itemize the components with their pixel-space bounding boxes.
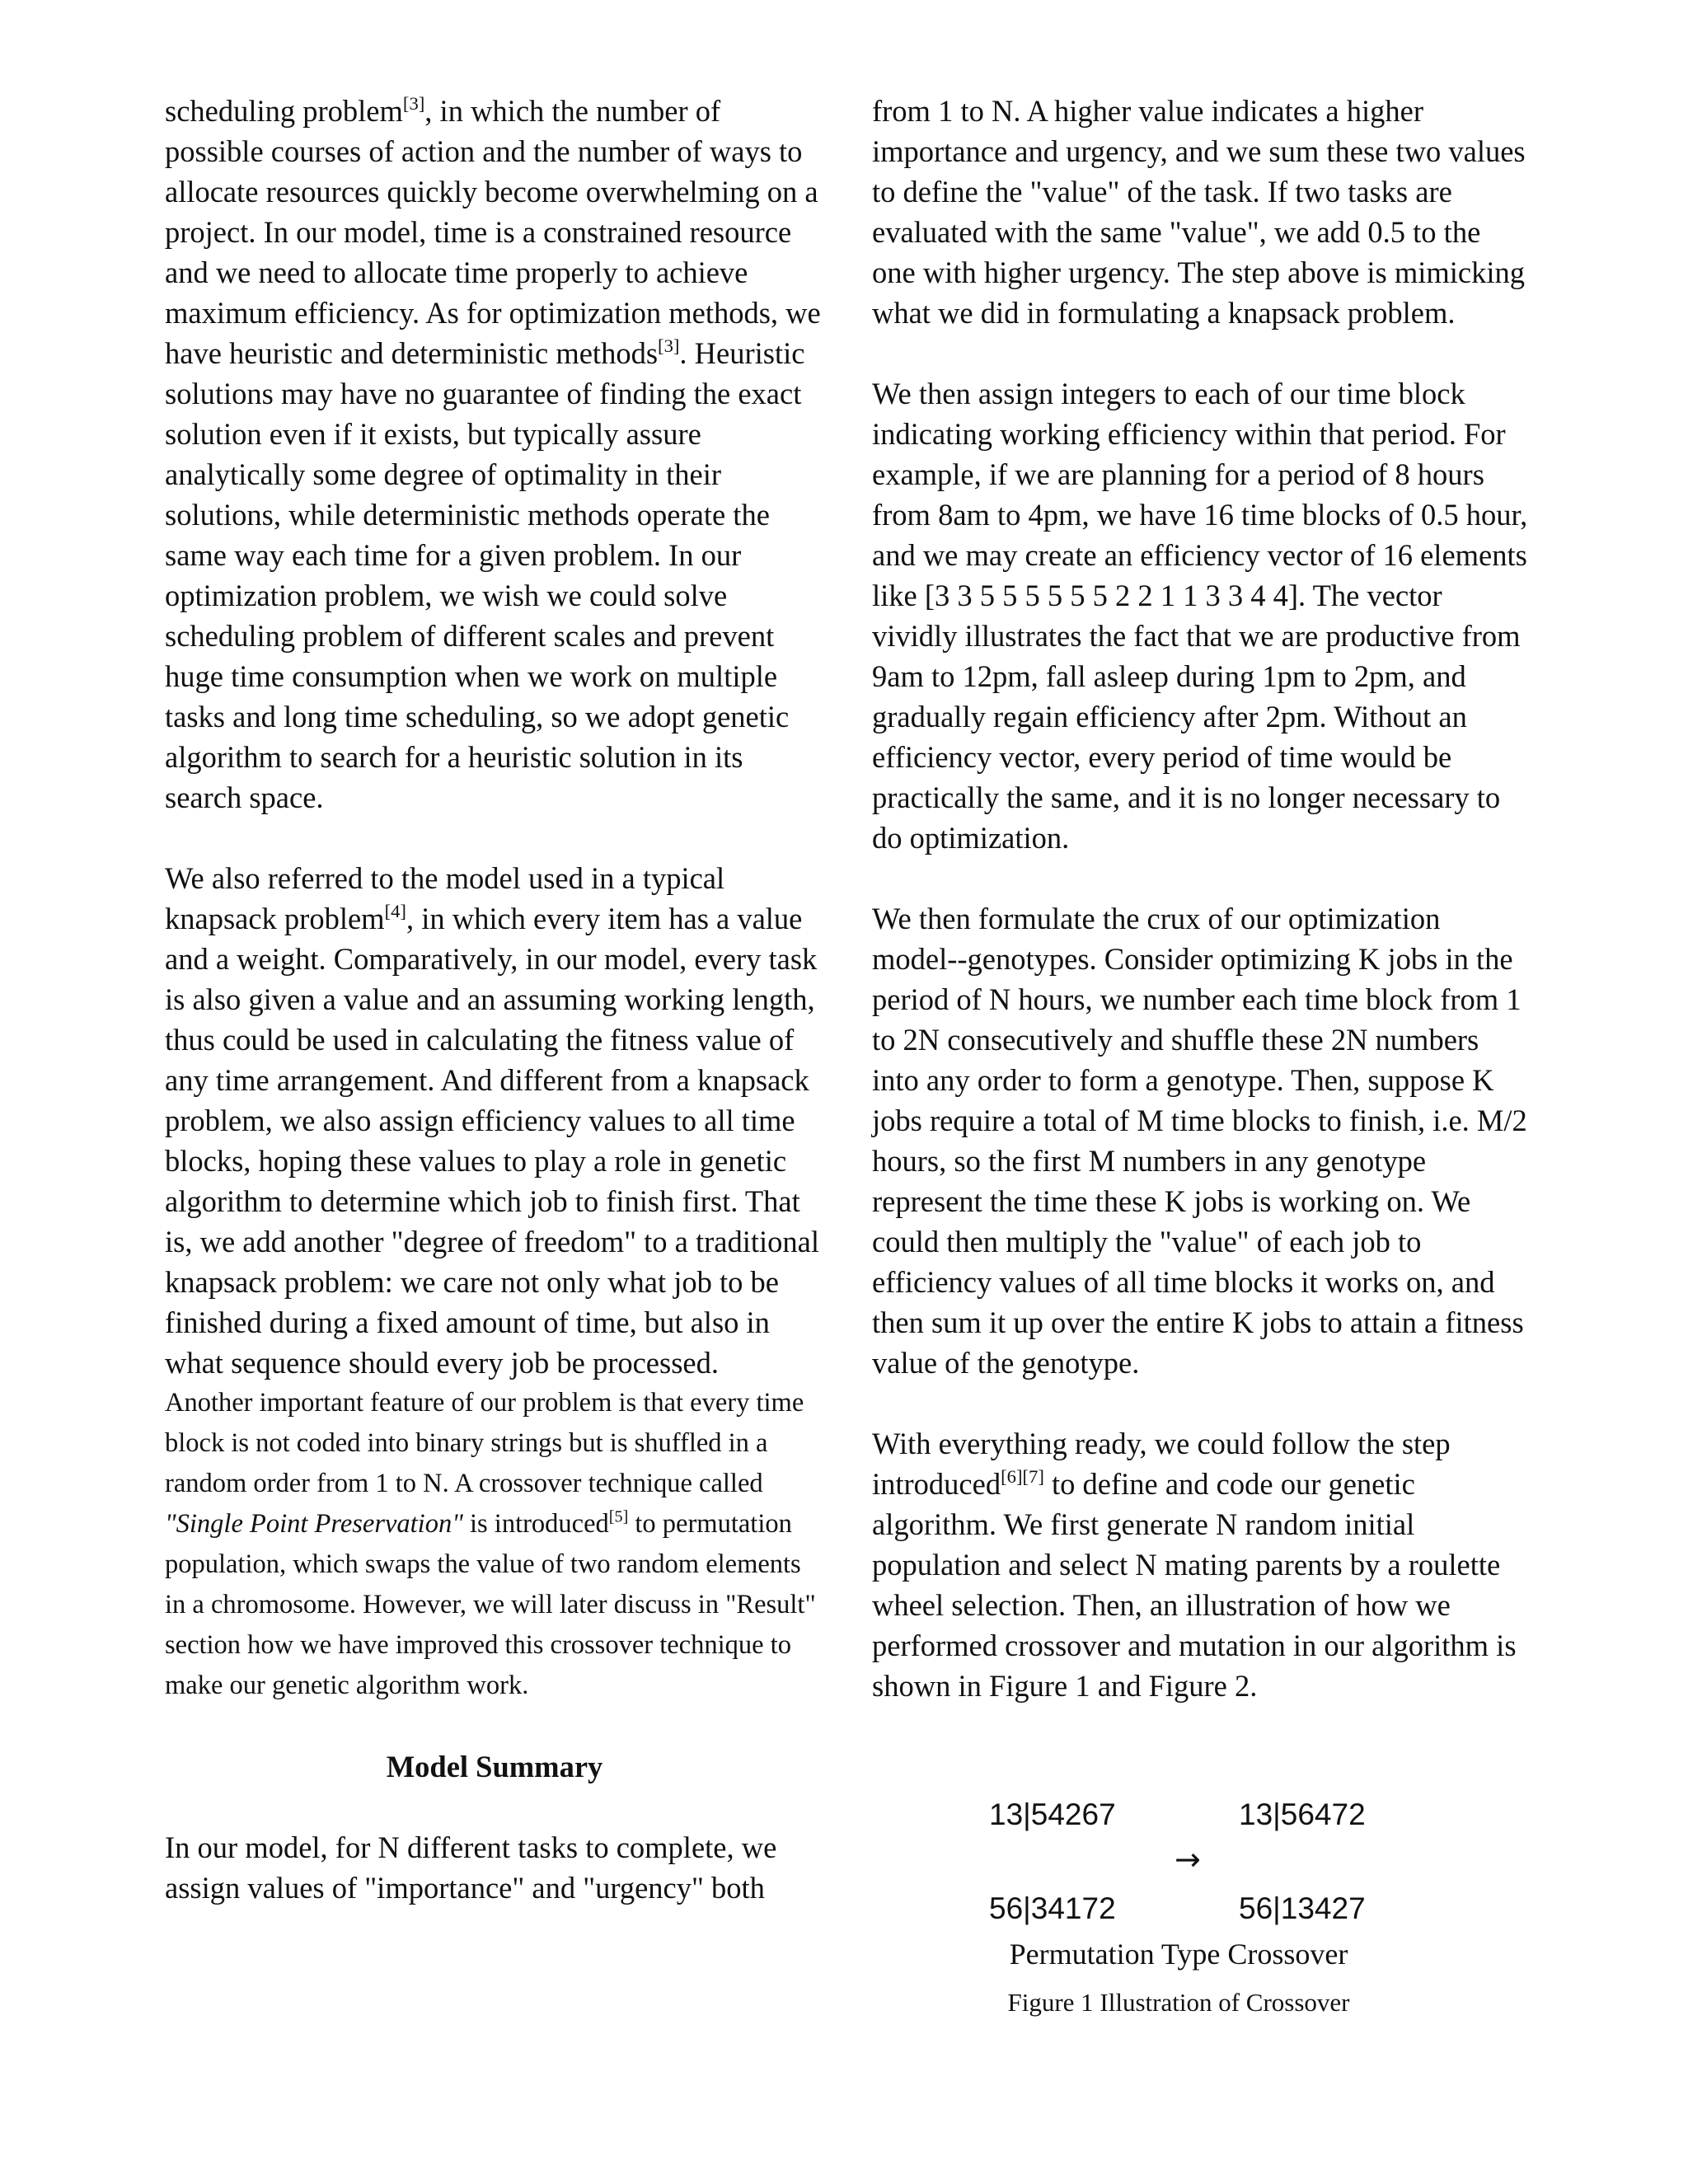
citation-ref[interactable]: [3] <box>402 92 425 114</box>
figure-crossover <box>923 1797 1484 2044</box>
paragraph-permutation <box>165 1383 824 1706</box>
right-column <box>872 91 1531 1706</box>
left-column <box>165 91 824 1908</box>
citation-ref[interactable]: [5] <box>608 1507 629 1526</box>
paragraph-task-value: from 1 to N. A higher value indicates a higher importance and urgency, and we sum these two values to define the "value" of the task. If two tasks are evaluated with the same "value", we add 0.5 to the one with higher urgency. The step above is mimicking what we did in formulating a knapsack problem. <box>872 94 1526 330</box>
figure-caption: Figure 1 Illustration of Crossover <box>1007 1988 1350 2017</box>
right-arrow-icon: → <box>1175 1841 1201 1877</box>
child-genotype-2: 56|13427 <box>1239 1891 1366 1925</box>
text-span: to permutation population, which swaps the value of two random elements in a chromosome. However, we will later discuss in "Result" section how we have improved this crossover technique to make our genetic algorithm work. <box>165 1509 816 1700</box>
citation-ref[interactable]: [3] <box>658 335 680 356</box>
text-span: . Heuristic solutions may have no guarantee of finding the exact solution even if it exists, but typically assure analytically some degree of optimality in their solutions, while deterministic methods operate the same way each time for a given problem. In our optimization problem, we wish we could solve scheduling problem of different scales and prevent huge time consumption when we work on multiple tasks and long time scheduling, so we adopt genetic algorithm to search for a heuristic solution in its search space. <box>165 336 805 814</box>
text-span: With everything ready, we could follow the step introduced <box>872 1427 1451 1501</box>
paragraph-model-summary: In our model, for N different tasks to complete, we assign values of "importance" and "urgency" both <box>165 1830 777 1905</box>
citation-ref[interactable]: [6] <box>1001 1465 1023 1487</box>
parent-genotype-1: 13|54267 <box>989 1797 1116 1831</box>
paragraph-efficiency-vector: We then assign integers to each of our time block indicating working efficiency within that period. For example, if we are planning for a period of 8 hours from 8am to 4pm, we have 16 time blocks of 0.5 hour, and we may create an efficiency vector of 16 elements like [3 3 5 5 5 5 5 5 2 2 1 1 3 3 4 4]. The vector vividly illustrates the fact that we are productive from 9am to 12pm, fall asleep during 1pm to 2pm, and gradually regain efficiency after 2pm. Without an efficiency vector, every period of time would be practically the same, and it is no longer necessary to do optimization. <box>872 377 1528 855</box>
section-heading: Model Summary <box>386 1750 603 1783</box>
text-span: We also referred to the model used in a typical knapsack problem <box>165 861 725 935</box>
parent-genotype-2: 56|34172 <box>989 1891 1116 1925</box>
paragraph-scheduling <box>165 91 824 818</box>
child-genotype-1: 13|56472 <box>1239 1797 1366 1831</box>
text-span: , in which the number of possible courses of action and the number of ways to allocate resources quickly become overwhelming on a project. In our model, time is a constrained resource and we need to allocate time properly to achieve maximum efficiency. As for optimization methods, we have heuristic and deterministic methods <box>165 94 821 370</box>
paragraph-genotypes: We then formulate the crux of our optimization model--genotypes. Consider optimizing K jobs in the period of N hours, we number each time block from 1 to 2N consecutively and shuffle these 2N numbers into any order to form a genotype. Then, suppose K jobs require a total of M time blocks to finish, i.e. M/2 hours, so the first M numbers in any genotype represent the time these K jobs is working on. We could then multiply the "value" of each job to efficiency values of all time blocks it works on, and then sum it up over the entire K jobs to attain a fitness value of the genotype. <box>872 902 1527 1380</box>
paragraph-knapsack <box>165 858 824 1383</box>
figure-subtitle: Permutation Type Crossover <box>1009 1938 1348 1971</box>
citation-ref[interactable]: [7] <box>1022 1465 1044 1487</box>
text-span: to define and code our genetic algorithm. We first generate N random initial population and select N mating parents by a roulette wheel selection. Then, an illustration of how we performed crossover and mutation in our algorithm is shown in Figure 1 and Figure 2. <box>872 1467 1517 1703</box>
technique-name: "Single Point Preservation" <box>165 1509 463 1539</box>
citation-ref[interactable]: [4] <box>384 900 406 921</box>
text-span: scheduling problem <box>165 94 403 128</box>
text-span: is introduced <box>462 1509 609 1539</box>
paragraph-algorithm-steps <box>872 1423 1531 1706</box>
text-span: Another important feature of our problem is that every time block is not coded into binary strings but is shuffled in a random order from 1 to N. A crossover technique called <box>165 1388 804 1498</box>
text-span: , in which every item has a value and a weight. Comparatively, in our model, every task is also given a value and an assuming working length, thus could be used in calculating the fitness value of any time arrangement. And different from a knapsack problem, we also assign efficiency values to all time blocks, hoping these values to play a role in genetic algorithm to determine which job to finish first. That is, we add another "degree of freedom" to a traditional knapsack problem: we care not only what job to be finished during a fixed amount of time, but also in what sequence should every job be processed. <box>165 902 819 1380</box>
